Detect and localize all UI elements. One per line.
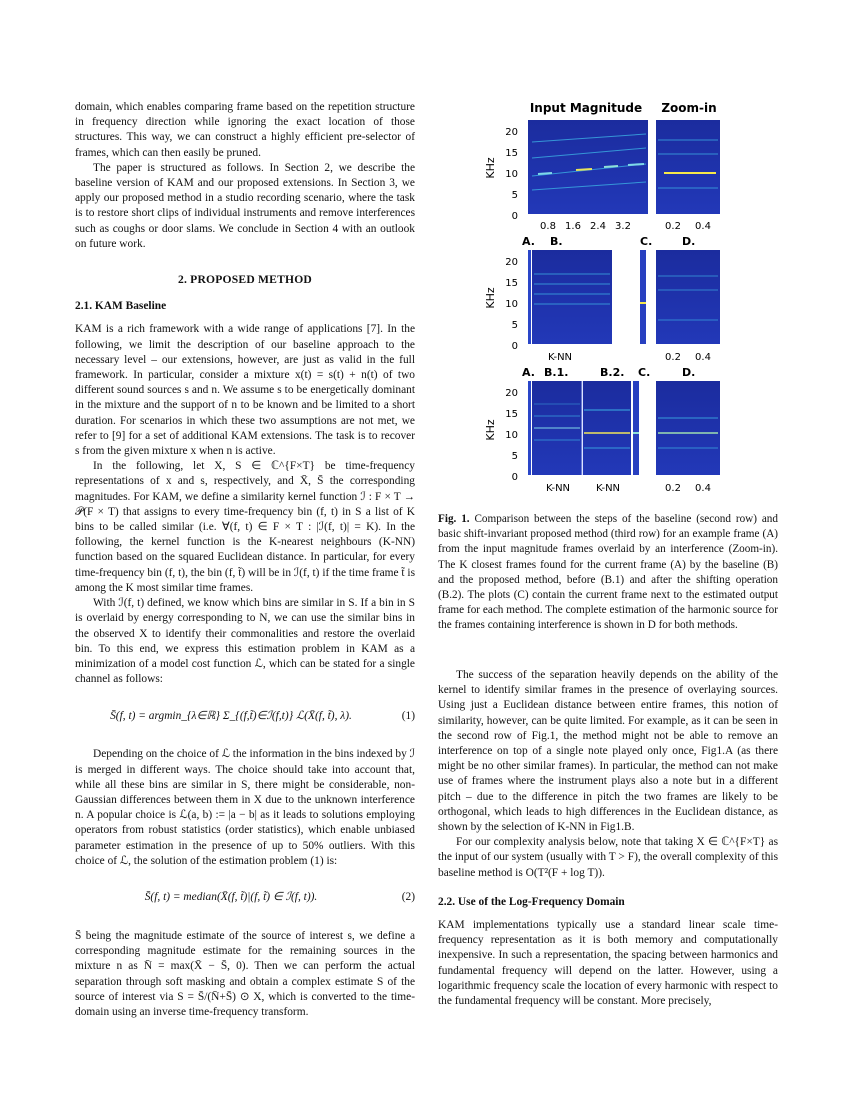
row1-xtick-1.6: 1.6 — [565, 221, 581, 232]
equation-1-body: S̄(f, t) = argmin_{λ∈ℝ} Σ_{(f,t̃)∈ℐ(f,t)} ℒ(X̄(f, t̃), λ). — [110, 709, 352, 722]
row1-ytick-0: 0 — [511, 211, 518, 222]
row3-ytick-20: 20 — [505, 388, 518, 399]
caption-text: Comparison between the steps of the baseline (second row) and basic shift-invariant proposed method (third row) for an example frame (A) from the input magnitude frames overlaid by an interference (Zoom-in). The K closest frames found for the current frame (A) by the baseline (B) and the proposed method, before (B.1) and after the shifting operation (B.2). The plots (C) contain the current frame next to the estimated output frame for each method. The complete estimation of the harmonic source for the frames containing interference is shown in D for both methods. — [438, 513, 778, 632]
row1-axes — [484, 127, 518, 222]
subsection-heading-kam-baseline: 2.1. KAM Baseline — [75, 300, 167, 313]
spectrogram-zoom — [656, 120, 720, 214]
row3-xtick-knn-2: K-NN — [595, 483, 621, 494]
row2-ylabel: KHz — [484, 287, 497, 309]
caption-label: Fig. 1. — [438, 513, 470, 525]
row2-frame-c — [640, 250, 646, 344]
row1-xtick-3.2: 3.2 — [615, 221, 631, 232]
row1-ytick-10: 10 — [505, 169, 518, 180]
row3-xtick-knn-1: K-NN — [545, 483, 571, 494]
row3-xticks — [546, 483, 711, 494]
paragraph-kam-intro: KAM is a rich framework with a wide range of applications [7]. In the following, we limit the description of our baseline approach to the necessary level – our extensions, however, are just as valid in the full framework. In particular, consider a mixture x(t) = s(t) + n(t) of two different sound sources s and n. We assume s to be energetically dominant in the mixture and the support of n to be known and be limited to a short duration. For scenarios in which these two assumptions are not met, we refer to [9] for a set of additional KAM extensions. The task is to recover s from the given mixture x when n is active. — [75, 323, 415, 458]
row3-ytick-15: 15 — [505, 409, 518, 420]
row3-letter-b2: B.2. — [600, 366, 625, 379]
row2-xtick-0.2: 0.2 — [665, 352, 681, 363]
row3-ytick-5: 5 — [511, 451, 518, 462]
row3-axes — [484, 388, 518, 483]
equation-2 — [75, 881, 415, 915]
row1-xtick-0.8: 0.8 — [540, 221, 556, 232]
paragraph-kernel: In the following, let X, S ∈ ℂ^{F×T} be time-frequency representations of x and s, respectively, and X̄, S̄ the corresponding magnitudes. For KAM, we define a similarity kernel function ℐ : F × T → 𝒫(F × T) that assigns to every time-frequency bin (f, t) in S a list of K bins to be called similar (i.e. ∀(f, t) ∈ F × T : |ℐ(f, t)| = K). In the following, the kernel function is the K-nearest neighbours (K-NN) function based on the squared Euclidean distance. In particular, for every time-frequency bin (f, t), the bin (f, t̃) will be in ℐ(f, t) if the time frame t̃ is among the K most similar time frames. — [75, 460, 416, 594]
section-heading: 2. PROPOSED METHOD — [177, 273, 313, 287]
row1-zoom-xtick-0.2: 0.2 — [665, 221, 681, 232]
paragraph-choice-of-l: Depending on the choice of ℒ the information in the bins indexed by ℐ is merged in different ways. The choice should take into account that, while all these bins are similar in S, there might be considerable, non-Gaussian differences between them in X due to the unknown interference n. A popular choice is ℒ(a, b) := |a − b| as it leads to solutions employing operators from robust statistics (order statistics), which enable unbiased parameter estimation in the presence of up to 50% outliers. With this choice of ℒ, the solution of the estimation problem (1) is: — [75, 748, 415, 867]
subsection-heading-log-frequency: 2.2. Use of the Log-Frequency Domain — [438, 895, 625, 908]
figure-caption — [438, 512, 778, 634]
row3-ylabel: KHz — [484, 419, 497, 441]
row3-xtick-0.2: 0.2 — [665, 483, 681, 494]
row2-ytick-15: 15 — [505, 278, 518, 289]
figure-1-svg — [480, 98, 740, 504]
row2-letters — [522, 235, 695, 248]
row2-xticks — [548, 352, 711, 363]
row3-ytick-10: 10 — [505, 430, 518, 441]
row1-xticks — [540, 221, 711, 232]
row2-axes — [484, 257, 518, 352]
row2-knn-frames — [532, 250, 612, 344]
paragraph-structure: The paper is structured as follows. In Section 2, we describe the baseline version of KAM and our proposed extensions. In Section 3, we apply our proposed method in a studio recording scenario, where the task is to restore short clips of individual instruments and remove interferences such as coughs or door slams. We conclude in Section 4 with an outlook on future work. — [75, 161, 415, 250]
row1-ytick-15: 15 — [505, 148, 518, 159]
row3-letter-c: C. — [638, 366, 651, 379]
row2-ytick-10: 10 — [505, 299, 518, 310]
row2-letter-a: A. — [522, 235, 535, 248]
title-zoom-in: Zoom-in — [661, 101, 717, 115]
row2-xtick-0.4: 0.4 — [695, 352, 711, 363]
row2-xtick-knn: K-NN — [547, 352, 573, 363]
row3-ytick-0: 0 — [511, 472, 518, 483]
row1-xtick-2.4: 2.4 — [590, 221, 606, 232]
row1-zoom-xtick-0.4: 0.4 — [695, 221, 711, 232]
equation-1-number: (1) — [401, 709, 415, 722]
equation-1 — [75, 699, 415, 733]
row3-xtick-0.4: 0.4 — [695, 483, 711, 494]
row2-frame-a — [528, 250, 531, 344]
row2-estimate-d — [656, 250, 720, 344]
paragraph-log-frequency: KAM implementations typically use a standard linear scale time-frequency representation as it is both memory and computationally inexpensive. In such a representation, the spacing between harmonics and fundamental frequency will depend on the latter. However, using a logarithmic frequency scale the location of every harmonic with respect to the fundamental frequency will be constant. More precisely, — [438, 919, 778, 1008]
row1-ytick-20: 20 — [505, 127, 518, 138]
row3-letters — [522, 366, 695, 379]
row2-ytick-5: 5 — [511, 320, 518, 331]
paragraph-intro-end: domain, which enables comparing frame based on the repetition structure in frequency direction while ignoring the exact location of those structures. This way, we can construct a highly efficient pre-selector of frames, which can then easily be pruned. — [75, 101, 415, 159]
row3-letter-d: D. — [682, 366, 696, 379]
equation-2-body: S̄(f, t) = median(X̄(f, t̃)|(f, t̃) ∈ ℐ(f, t)). — [144, 891, 318, 904]
spectrogram-input — [528, 120, 648, 214]
row3-frame-a — [528, 381, 531, 475]
right-column — [438, 668, 778, 1009]
equation-2-number: (2) — [401, 891, 415, 904]
row3-frame-c — [633, 381, 639, 475]
paragraph-separation-success: The success of the separation heavily depends on the ability of the kernel to identify similar frames in the presence of overlaying sources. Using just a Euclidean distance between entire frames, this notion of similarity, however, can be quite limited. For example, as it can be seen in the second row of Fig.1, the method might not be able to remove an interference on top of a single note played only once, Fig1.A (as there might be no other similar frames). In particular, the method can not make use of frames where the instrument plays also a note but in a different pitch – due to the difference in pitch the two frames are likely to be orthogonal, which leads to high differences in the Euclidean distance, as shown by the selection of K-NN in Fig1.B. — [438, 669, 778, 834]
row3-estimate-d — [656, 381, 720, 475]
left-column — [75, 100, 415, 1020]
paragraph-soft-masking: S̄ being the magnitude estimate of the source of interest s, we define a corresponding magnitude estimate for the remaining sources in the mixture n as N̄ = max(X̄ − S̄, 0). Then we can perform the actual separation through soft masking and obtain a complex estimate S of the source of interest via S = S̄/(N̄+S̄) ⊙ X, which is converted to the time-domain using an inverse time-frequency transform. — [75, 929, 415, 1018]
row3-letter-a: A. — [522, 366, 535, 379]
paragraph-complexity: For our complexity analysis below, note that taking X ∈ ℂ^{F×T} as the input of our system (usually with T > F), the overall complexity of this baseline method is O(T²(F + log T)). — [438, 836, 778, 879]
row3-letter-b1: B.1. — [544, 366, 569, 379]
paragraph-cost-function: With ℐ(f, t) defined, we know which bins are similar in S. If a bin in S is overlaid by energy corresponding to N, we can use the similar bins in the observed X to identify their commonalities and restore the overlaid bin. To this end, we express this estimation problem in KAM as a minimization of a model cost function ℒ, which can be stated for a single channel as follows: — [75, 597, 415, 686]
row1-ytick-5: 5 — [511, 190, 518, 201]
row2-ytick-0: 0 — [511, 341, 518, 352]
row3-knn-after-shift — [583, 381, 631, 475]
row2-letter-c: C. — [640, 235, 653, 248]
figure-1 — [480, 98, 740, 504]
title-input-magnitude: Input Magnitude — [529, 101, 643, 115]
row2-ytick-20: 20 — [505, 257, 518, 268]
row2-letter-d: D. — [682, 235, 696, 248]
row2-letter-b: B. — [550, 235, 563, 248]
row1-ylabel: KHz — [484, 157, 497, 179]
